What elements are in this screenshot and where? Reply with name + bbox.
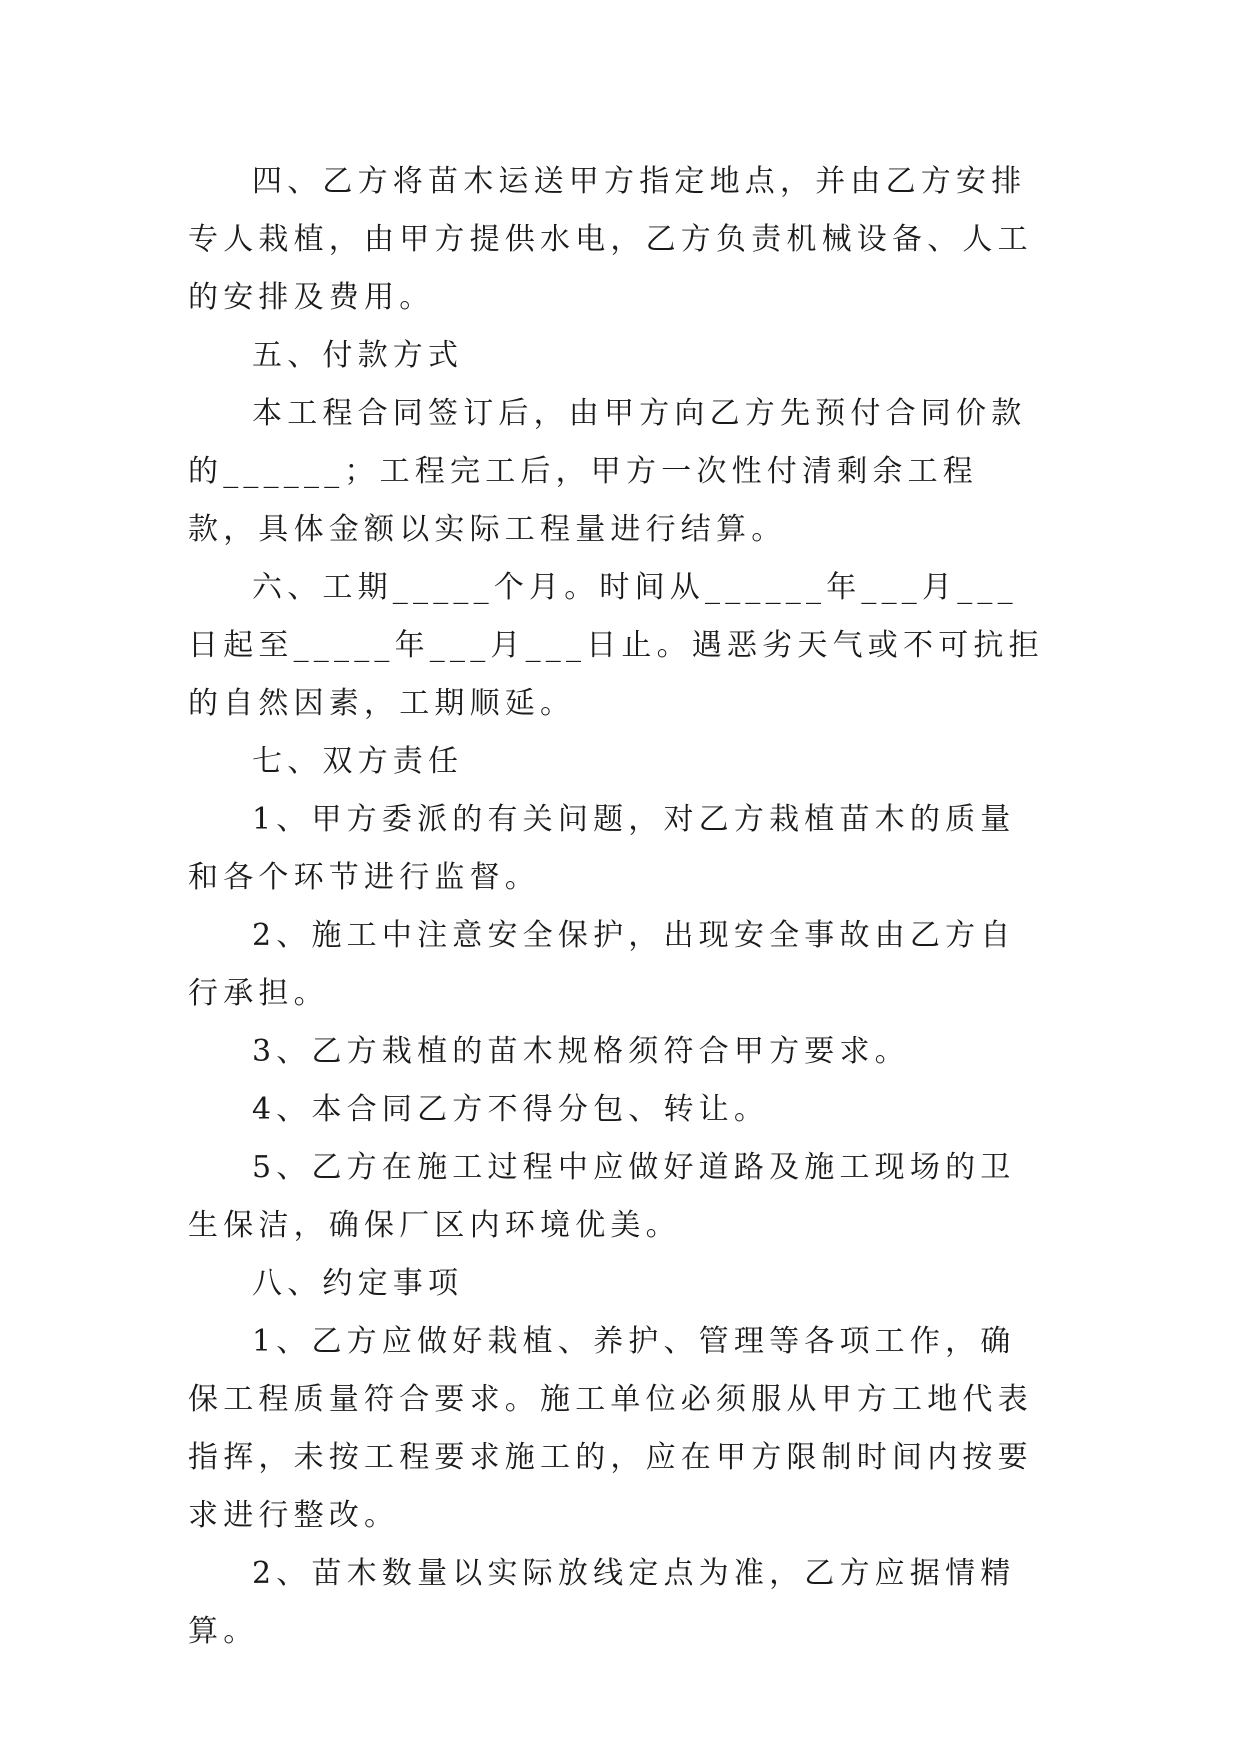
heading-payment-method: 五、付款方式	[252, 338, 464, 373]
paragraph-responsibility-3: 3、乙方栽植的苗木规格须符合甲方要求。	[252, 1034, 910, 1069]
paragraph-responsibility-5: 5、乙方在施工过程中应做好道路及施工现场的卫生保洁，确保厂区内环境优美。	[188, 1150, 1016, 1243]
paragraph-section-6-duration: 六、工期_____个月。时间从______年___月___日起至_____年___月___日止。遇恶劣天气或不可抗拒的自然因素，工期顺延。	[188, 570, 1044, 721]
paragraph-responsibility-4: 4、本合同乙方不得分包、转让。	[252, 1092, 770, 1127]
paragraph-responsibility-1: 1、甲方委派的有关问题，对乙方栽植苗木的质量和各个环节进行监督。	[188, 802, 1016, 895]
heading-agreed-matters: 八、约定事项	[252, 1266, 464, 1301]
paragraph-section-4: 四、乙方将苗木运送甲方指定地点，并由乙方安排专人栽植，由甲方提供水电，乙方负责机械设备、人工的安排及费用。	[188, 164, 1033, 315]
heading-mutual-responsibilities: 七、双方责任	[252, 744, 464, 779]
document-body	[188, 153, 1048, 1661]
paragraph-responsibility-2: 2、施工中注意安全保护，出现安全事故由乙方自行承担。	[188, 918, 1016, 1011]
paragraph-payment-terms: 本工程合同签订后，由甲方向乙方先预付合同价款的______；工程完工后，甲方一次性付清剩余工程款，具体金额以实际工程量进行结算。	[188, 396, 1027, 547]
paragraph-agreed-matter-1: 1、乙方应做好栽植、养护、管理等各项工作，确保工程质量符合要求。施工单位必须服从甲方工地代表指挥，未按工程要求施工的，应在甲方限制时间内按要求进行整改。	[188, 1324, 1033, 1533]
paragraph-agreed-matter-2: 2、苗木数量以实际放线定点为准，乙方应据情精算。	[188, 1556, 1016, 1649]
